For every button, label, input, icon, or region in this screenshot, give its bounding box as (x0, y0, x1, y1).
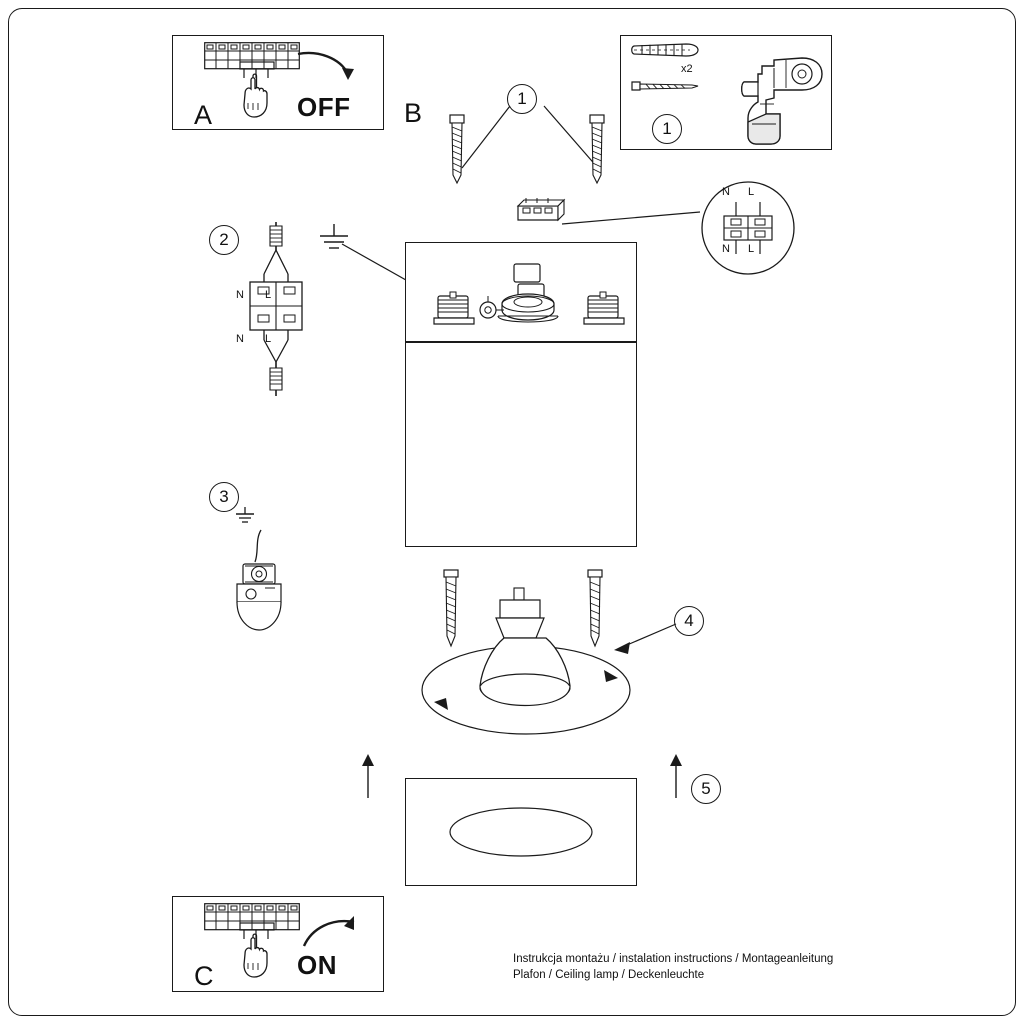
panel-a-off-label: OFF (297, 92, 351, 122)
screw-icon-panel1 (630, 78, 702, 96)
connector-block-icon (512, 194, 564, 224)
wiring-label-n-top: N (236, 289, 244, 301)
step-3-badge: 3 (209, 482, 239, 512)
ceiling-screw-right (586, 113, 608, 195)
footer-line-2: Plafon / Ceiling lamp / Deckenleuchte (513, 969, 705, 981)
step-5-badge: 5 (691, 774, 721, 804)
plate-bracket-right (582, 292, 630, 332)
leader-connector-detail (560, 206, 710, 230)
reflector-bulb-icon (418, 582, 634, 758)
lamp-socket-icon (225, 528, 291, 636)
step-4-badge: 4 (674, 606, 704, 636)
panel-c-on-label: ON (297, 950, 337, 980)
hand-icon-a (239, 72, 277, 120)
footer-line-1: Instrukcja montażu / instalation instructions / Montageanleitung (513, 953, 834, 965)
plate-small-fitting (474, 296, 506, 326)
arrow-down-a (296, 48, 360, 88)
detail-label-n-bottom: N (722, 243, 730, 255)
wiring-diagram-2 (224, 220, 320, 400)
arrow-up-left-step5 (358, 752, 378, 800)
earth-ground-icon-3 (231, 505, 259, 529)
diffuser-lens (448, 806, 594, 858)
detail-label-l-bottom: L (748, 243, 755, 255)
panel-b-letter: B (404, 98, 423, 128)
wiring-label-l-top: L (265, 289, 272, 301)
lamp-body (405, 342, 637, 547)
plate-bracket-left (432, 292, 480, 332)
detail-label-l-top: L (748, 186, 755, 198)
wiring-label-l-bottom: L (265, 333, 272, 345)
step-2-badge: 2 (209, 225, 239, 255)
panel-a-letter: A (194, 100, 213, 130)
wiring-label-n-bottom: N (236, 333, 244, 345)
drill-icon (740, 44, 826, 148)
ceiling-screw-left (446, 113, 468, 195)
wall-plug-icon (630, 40, 700, 64)
hand-icon-c (239, 932, 277, 980)
step-1-center-badge: 1 (507, 84, 537, 114)
arrow-up-right-step5 (666, 752, 686, 800)
panel-c-letter: C (194, 961, 214, 991)
dowel-quantity: x2 (681, 63, 693, 75)
detail-label-n-top: N (722, 186, 730, 198)
arrow-up-c (296, 908, 360, 952)
step-1-badge: 1 (652, 114, 682, 144)
leader-step4 (600, 622, 680, 666)
